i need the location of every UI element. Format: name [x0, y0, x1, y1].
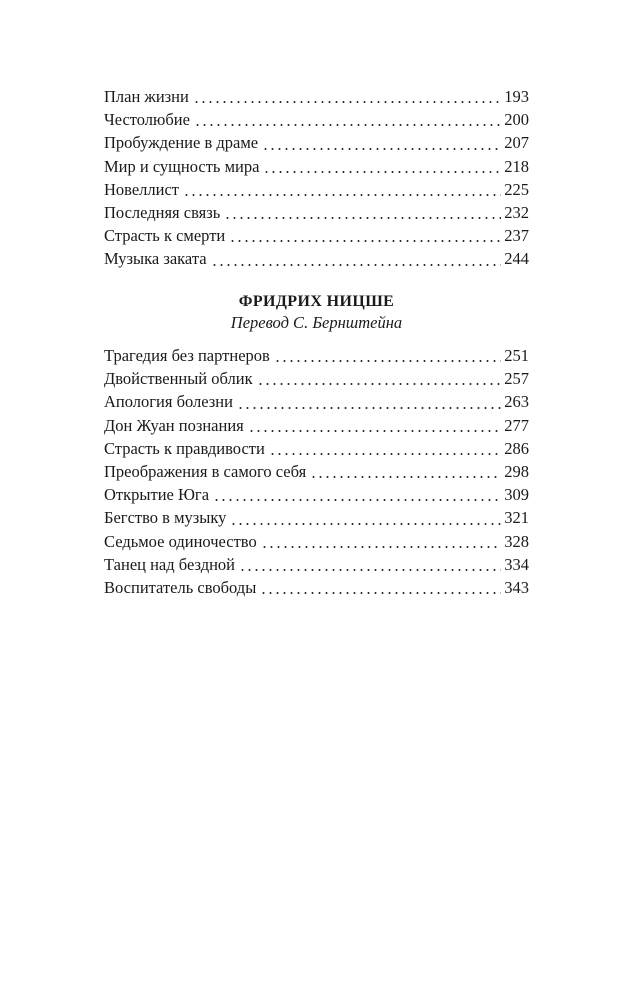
toc-entry-page: 251	[504, 346, 529, 365]
toc-entry	[104, 155, 529, 178]
toc-entry	[104, 247, 529, 270]
toc-entry-page: 257	[504, 369, 529, 389]
toc-entry	[104, 85, 529, 108]
section-heading: ФРИДРИХ НИЦШЕ	[238, 293, 395, 310]
toc-dot-leader	[262, 137, 501, 151]
toc-dot-leader	[193, 90, 501, 104]
toc-dot-leader	[310, 465, 501, 479]
toc-entry-page: 334	[504, 554, 529, 574]
toc-entry	[104, 390, 529, 413]
toc-entry-title: Мир и сущность мира	[104, 156, 260, 176]
toc-entry-title: Двойственный облик	[104, 369, 253, 389]
toc-entry-title: План жизни	[104, 87, 189, 106]
toc-entry-title: Пробуждение в драме	[104, 133, 259, 153]
toc-entry	[104, 178, 529, 201]
toc-entry-page: 343	[504, 577, 529, 597]
toc-entry-page: 277	[504, 415, 529, 435]
toc-entry-page: 200	[504, 110, 529, 130]
toc-dot-leader	[257, 372, 502, 386]
toc-entry-title: Трагедия без партнеров	[104, 346, 270, 365]
toc-entry-title: Страсть к правдивости	[104, 438, 265, 458]
toc-entry-title: Новеллист	[104, 179, 180, 199]
toc-entry-title: Воспитатель свободы	[104, 577, 257, 597]
toc-entry-title: Последняя связь	[104, 202, 221, 222]
toc-dot-leader	[229, 229, 501, 243]
toc-entry	[104, 131, 529, 154]
toc-entry	[104, 576, 529, 599]
toc-entry-page: 263	[504, 392, 529, 412]
toc-dot-leader	[274, 349, 501, 363]
toc-entry-title: Дон Жуан познания	[104, 415, 244, 435]
toc-dot-leader	[230, 512, 501, 526]
toc-entry-page: 298	[504, 461, 529, 481]
toc-list-section	[104, 344, 529, 599]
toc-dot-leader	[260, 581, 501, 595]
toc-list-continued	[104, 85, 529, 271]
toc-entry-title: Музыка заката	[104, 249, 207, 269]
toc-entry-page: 225	[504, 179, 529, 199]
toc-entry-title: Преображения в самого себя	[104, 461, 307, 481]
toc-entry	[104, 344, 529, 367]
toc-entry-page: 328	[504, 531, 529, 551]
section-translator: Перевод С. Бернштейна	[230, 313, 403, 332]
toc-entry-page: 232	[504, 202, 529, 222]
toc-entry	[104, 483, 529, 506]
toc-entry-title: Бегство в музыку	[104, 508, 227, 528]
toc-dot-leader	[213, 488, 501, 502]
toc-entry	[104, 553, 529, 576]
toc-entry	[104, 367, 529, 390]
toc-dot-leader	[194, 113, 501, 127]
toc-entry	[104, 506, 529, 529]
toc-entry-title: Танец над бездной	[104, 554, 236, 574]
toc-entry-page: 207	[504, 133, 529, 153]
toc-dot-leader	[224, 206, 501, 220]
toc-entry	[104, 437, 529, 460]
toc-dot-leader	[183, 183, 501, 197]
toc-entry-title: Седьмое одиночество	[104, 531, 257, 551]
toc-entry-title: Честолюбие	[104, 110, 190, 130]
toc-entry-page: 193	[504, 87, 529, 106]
toc-entry	[104, 108, 529, 131]
toc-entry-title: Страсть к смерти	[104, 226, 226, 246]
toc-entry-page: 218	[504, 156, 529, 176]
toc-entry	[104, 224, 529, 247]
toc-dot-leader	[269, 442, 501, 456]
toc-entry-title: Открытие Юга	[104, 485, 210, 505]
toc-dot-leader	[239, 558, 501, 572]
toc-entry-title: Апология болезни	[104, 392, 233, 412]
toc-entry-page: 237	[504, 226, 529, 246]
toc-entry-page: 244	[504, 249, 529, 269]
toc-entry-page: 286	[504, 438, 529, 458]
toc-entry	[104, 530, 529, 553]
toc-dot-leader	[237, 396, 501, 410]
toc-entry-page: 309	[504, 485, 529, 505]
toc-dot-leader	[248, 419, 501, 433]
toc-entry-page: 321	[504, 508, 529, 528]
toc-dot-leader	[261, 535, 502, 549]
toc-entry	[104, 414, 529, 437]
toc-dot-leader	[263, 160, 501, 174]
toc-entry	[104, 460, 529, 483]
toc-entry	[104, 201, 529, 224]
toc-dot-leader	[211, 253, 502, 267]
